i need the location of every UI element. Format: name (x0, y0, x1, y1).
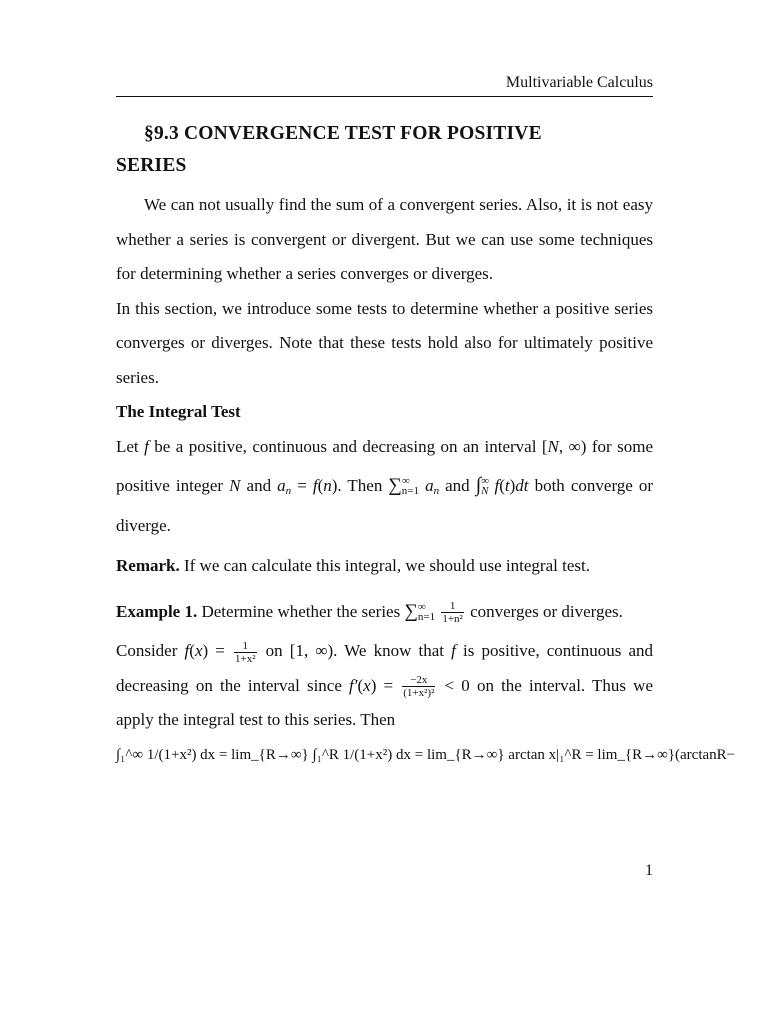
integral-test-heading: The Integral Test (116, 402, 241, 421)
example-1-solution: Consider f(x) = $\frac{1}{\text{1+x²}}$ on [1, ∞). We know that f is positive, continuous and decreasing on the interval since f′(x) = $\frac{-2x}{\text{(1+x²)²}}$ < 0 on the interval. Thus we apply the integral test to this series. Then (116, 639, 654, 729)
header-rule (116, 96, 653, 97)
example-1-last-line: ∫₁^∞ 1/(1+x²) dx = lim_{R→∞} ∫₁^R 1/(1+x²) dx = lim_{R→∞} arctan x|₁^R = lim_{R→∞}(arctanR− (116, 746, 736, 763)
section-title-line1: §9.3 CONVERGENCE TEST FOR POSITIVE (144, 123, 542, 144)
integral-test-statement: Let f be a positive, continuous and decreasing on an interval [N, ∞) for some positive integer N and $a_n = f(n)$. Then $\sum^\infty_{n=1}$ $a_n$ and $\int^\infty_N$ f(t)dt both converge or diverge. (116, 436, 654, 535)
remark-label: Remark. (116, 556, 180, 575)
integral-symbol: ∫ (475, 474, 482, 496)
page-number: 1 (645, 862, 653, 879)
fraction: $\frac{1}{\text{1+n²}}$ (442, 600, 463, 626)
paragraph-section-intro: In this section, we introduce some tests to determine whether a positive series converges or diverges. Note that these tests hold also for ultimately positive series. (116, 298, 653, 387)
example-1: Example 1. Determine whether the series $\sum^\infty_{n=1}$ $\frac{1}{\text{1+n²}}$ converges or diverges. (116, 600, 623, 626)
section-title-line2: SERIES (116, 155, 187, 176)
paragraph-intro: We can not usually find the sum of a convergent series. Also, it is not easy whether a series is convergent or divergent. But we can use some techniques for determining whether a series converges or diverges. (116, 195, 653, 283)
example-label: Example 1. (116, 601, 198, 621)
document-body (116, 188, 736, 772)
summation-symbol: ∑ (388, 475, 402, 496)
running-header: Multivariable Calculus (505, 74, 653, 91)
remark: Remark. If we can calculate this integral, we should use integral test. (116, 556, 590, 575)
section-title (116, 118, 653, 182)
